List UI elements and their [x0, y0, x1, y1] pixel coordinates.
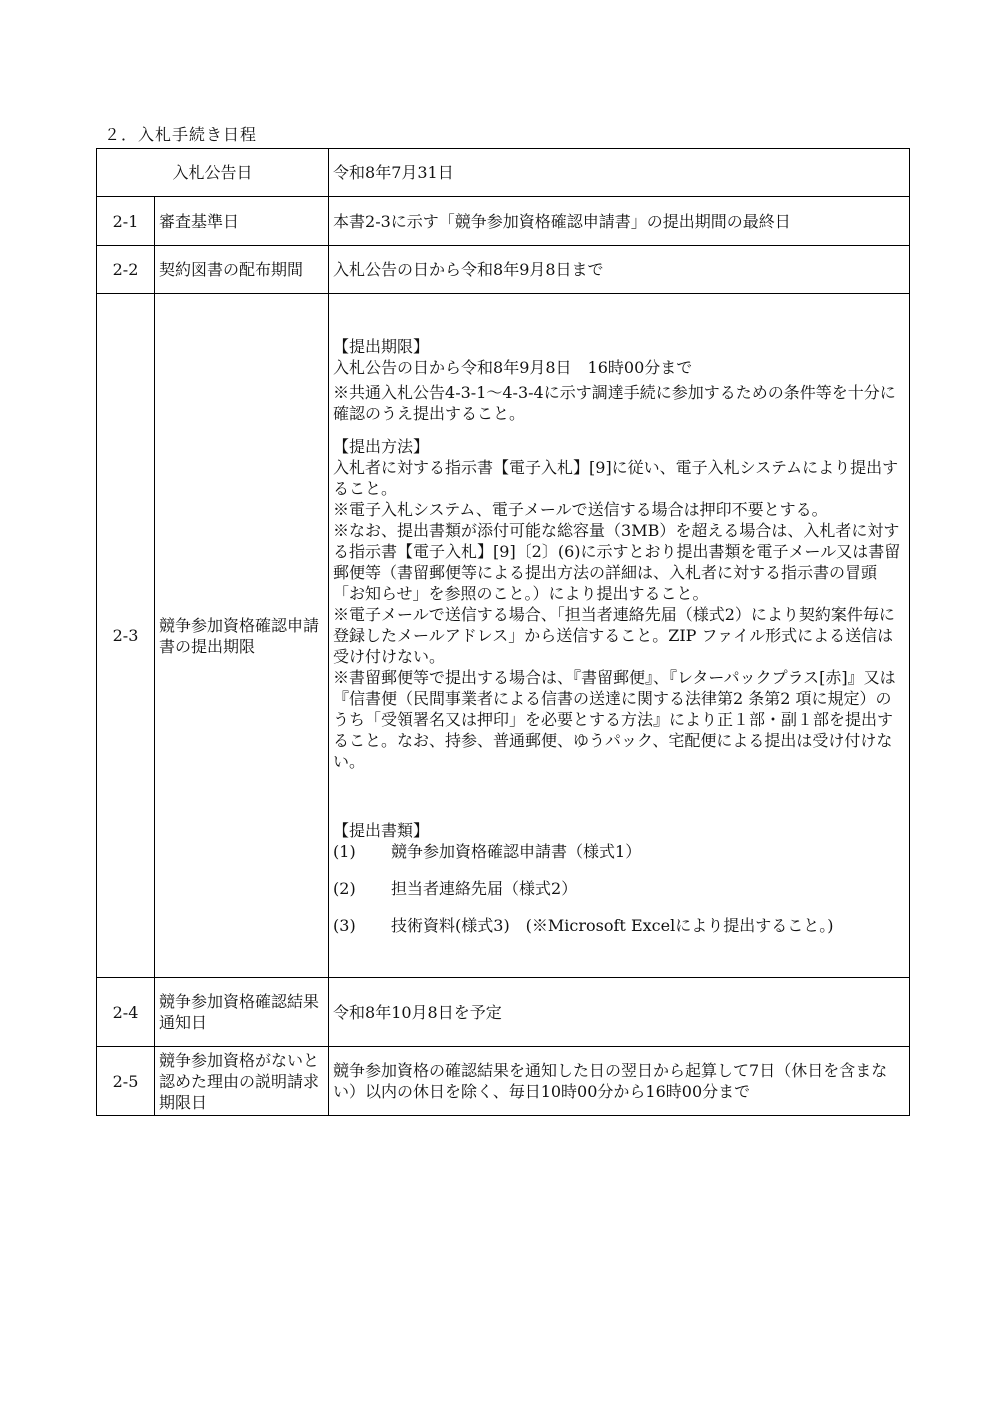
- row-label: 契約図書の配布期間: [155, 246, 329, 294]
- row-label: 競争参加資格がないと認めた理由の説明請求期限日: [155, 1047, 329, 1116]
- row-number: 2-5: [97, 1047, 155, 1116]
- row-label: 競争参加資格確認結果通知日: [155, 978, 329, 1047]
- row-number: 2-1: [97, 197, 155, 246]
- table-row-announcement: [97, 149, 910, 197]
- method-text: 入札者に対する指示書【電子入札】[9]に従い、電子入札システムにより提出すること。: [333, 457, 899, 498]
- table-row-2-3: [97, 294, 910, 978]
- deadline-note: ※共通入札公告4-3-1～4-3-4に示す調達手続に参加するための条件等を十分に確認のうえ提出すること。: [333, 382, 896, 423]
- document-number: (1): [333, 841, 356, 861]
- announcement-label: 入札公告日: [97, 149, 329, 197]
- method-title: 【提出方法】: [333, 436, 430, 456]
- row-number: 2-2: [97, 246, 155, 294]
- row-value: 本書2-3に示す「競争参加資格確認申請書」の提出期間の最終日: [329, 197, 910, 246]
- deadline-title: 【提出期限】: [333, 336, 430, 356]
- row-number: 2-3: [97, 294, 155, 978]
- document-item: [333, 915, 905, 936]
- section-heading: ２．入札手続き日程: [104, 125, 258, 144]
- method-note-4: ※書留郵便等で提出する場合は、『書留郵便』、『レターパックプラス[赤]』又は『信書便（民間事業者による信書の送達に関する法律第2 条第2 項に規定）のうち「受領署名又は押印」を必要とする方法』により正１部・副１部を提出すること。なお、持参、普通郵便、ゆうパック、宅配便による提出は受け付けない。: [333, 667, 896, 771]
- deadline-text: 入札公告の日から令和8年9月8日 16時00分まで: [333, 357, 693, 377]
- row-value: 入札公告の日から令和8年9月8日まで: [329, 246, 910, 294]
- row-number: 2-4: [97, 978, 155, 1047]
- announcement-value: 令和8年7月31日: [329, 149, 910, 197]
- document-item: [333, 878, 905, 899]
- table-row-2-2: [97, 246, 910, 294]
- document-text: 競争参加資格確認申請書（様式1）: [391, 841, 642, 861]
- method-note-1: ※電子入札システム、電子メールで送信する場合は押印不要とする。: [333, 499, 828, 519]
- submission-details: [329, 294, 910, 978]
- bidding-schedule-table: [96, 148, 910, 1116]
- table-row-2-4: [97, 978, 910, 1047]
- document-item: [333, 841, 905, 862]
- row-value: 令和8年10月8日を予定: [329, 978, 910, 1047]
- table-row-2-1: [97, 197, 910, 246]
- row-label: 競争参加資格確認申請書の提出期限: [155, 294, 329, 978]
- documents-title: 【提出書類】: [333, 820, 430, 840]
- row-value: 競争参加資格の確認結果を通知した日の翌日から起算して7日（休日を含まない）以内の休日を除く、毎日10時00分から16時00分まで: [329, 1047, 910, 1116]
- document-text: 技術資料(様式3) (※Microsoft Excelにより提出すること。): [391, 915, 834, 935]
- document-text: 担当者連絡先届（様式2）: [391, 878, 578, 898]
- table-row-2-5: [97, 1047, 910, 1116]
- document-number: (3): [333, 915, 356, 935]
- document-number: (2): [333, 878, 356, 898]
- row-label: 審査基準日: [155, 197, 329, 246]
- method-note-3: ※電子メールで送信する場合、「担当者連絡先届（様式2）により契約案件毎に登録したメールアドレス」から送信すること。ZIP ファイル形式による送信は受け付けない。: [333, 604, 895, 666]
- method-note-2: ※なお、提出書類が添付可能な総容量（3MB）を超える場合は、入札者に対する指示書【電子入札】[9]〔2〕(6)に示すとおり提出書類を電子メール又は書留郵便等（書留郵便等による提出方法の詳細は、入札者に対する指示書の冒頭「お知らせ」を参照のこと。）により提出すること。: [333, 520, 901, 603]
